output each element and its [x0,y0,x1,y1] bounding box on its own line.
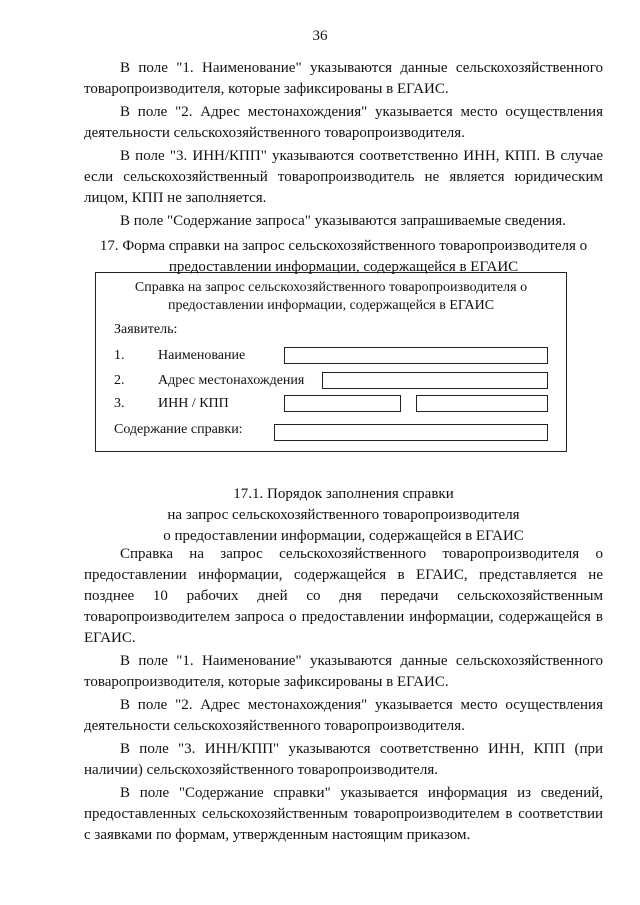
applicant-label: Заявитель: [114,322,178,337]
name-label: Наименование [158,348,246,363]
heading-line: на запрос сельскохозяйственного товаропроизводителя [167,507,520,523]
paragraph: В поле "3. ИНН/КПП" указываются соответственно ИНН, КПП (при наличии) сельскохозяйственного товаропроизводителя. [84,741,603,778]
inn-kpp-label: ИНН / КПП [158,396,229,411]
heading-line: 17. Форма справки на запрос сельскохозяйственного товаропроизводителя о [99,238,588,254]
inn-field[interactable] [284,395,401,412]
paragraph: Справка на запрос сельскохозяйственного товаропроизводителя о предоставлении информации, содержащейся в ЕГАИС, представляется не позднее 10 рабочих дней со дня передачи сельскохозяйственным товаропроизводителем запроса о предоставлении информации, содержащейся в ЕГАИС. [84,546,603,646]
content-label: Содержание справки: [114,422,243,437]
form-title [96,279,566,315]
paragraph: В поле "Содержание запроса" указываются запрашиваемые сведения. [120,213,566,229]
heading-line: о предоставлении информации, содержащейся в ЕГАИС [163,528,524,544]
kpp-field[interactable] [416,395,548,412]
paragraph: В поле "2. Адрес местонахождения" указывается место осуществления деятельности сельскохозяйственного товаропроизводителя. [84,104,603,141]
top-paragraphs [84,58,603,232]
name-field[interactable] [284,347,548,364]
address-field[interactable] [322,372,548,389]
row-number: 1. [114,348,125,363]
heading-line: предоставлении информации, содержащейся в ЕГАИС [168,259,519,275]
paragraph: В поле "1. Наименование" указываются данные сельскохозяйственного товаропроизводителя, которые зафиксированы в ЕГАИС. [84,60,603,97]
page-number: 36 [312,28,328,44]
row-number: 2. [114,373,125,388]
bottom-paragraphs [84,544,603,846]
form-title-line: Справка на запрос сельскохозяйственного товаропроизводителя о [134,280,528,295]
paragraph: В поле "3. ИНН/КПП" указываются соответственно ИНН, КПП. В случае если сельскохозяйственный товаропроизводитель не является юридическим лицом, КПП не заполняется. [84,148,603,206]
section-17-1-heading [84,484,603,547]
row-number: 3. [114,396,125,411]
paragraph: В поле "1. Наименование" указываются данные сельскохозяйственного товаропроизводителя, которые зафиксированы в ЕГАИС. [84,653,603,690]
paragraph: В поле "2. Адрес местонахождения" указывается место осуществления деятельности сельскохозяйственного товаропроизводителя. [84,697,603,734]
content-field[interactable] [274,424,548,441]
heading-line: 17.1. Порядок заполнения справки [233,486,454,502]
request-form-box [95,272,567,452]
form-title-line: предоставлении информации, содержащейся в ЕГАИС [167,298,495,313]
paragraph: В поле "Содержание справки" указывается информация из сведений, предоставленных сельскохозяйственным товаропроизводителем в соответствии с заявками по формам, утвержденным настоящим приказом. [84,785,603,843]
address-label: Адрес местонахождения [158,373,305,388]
